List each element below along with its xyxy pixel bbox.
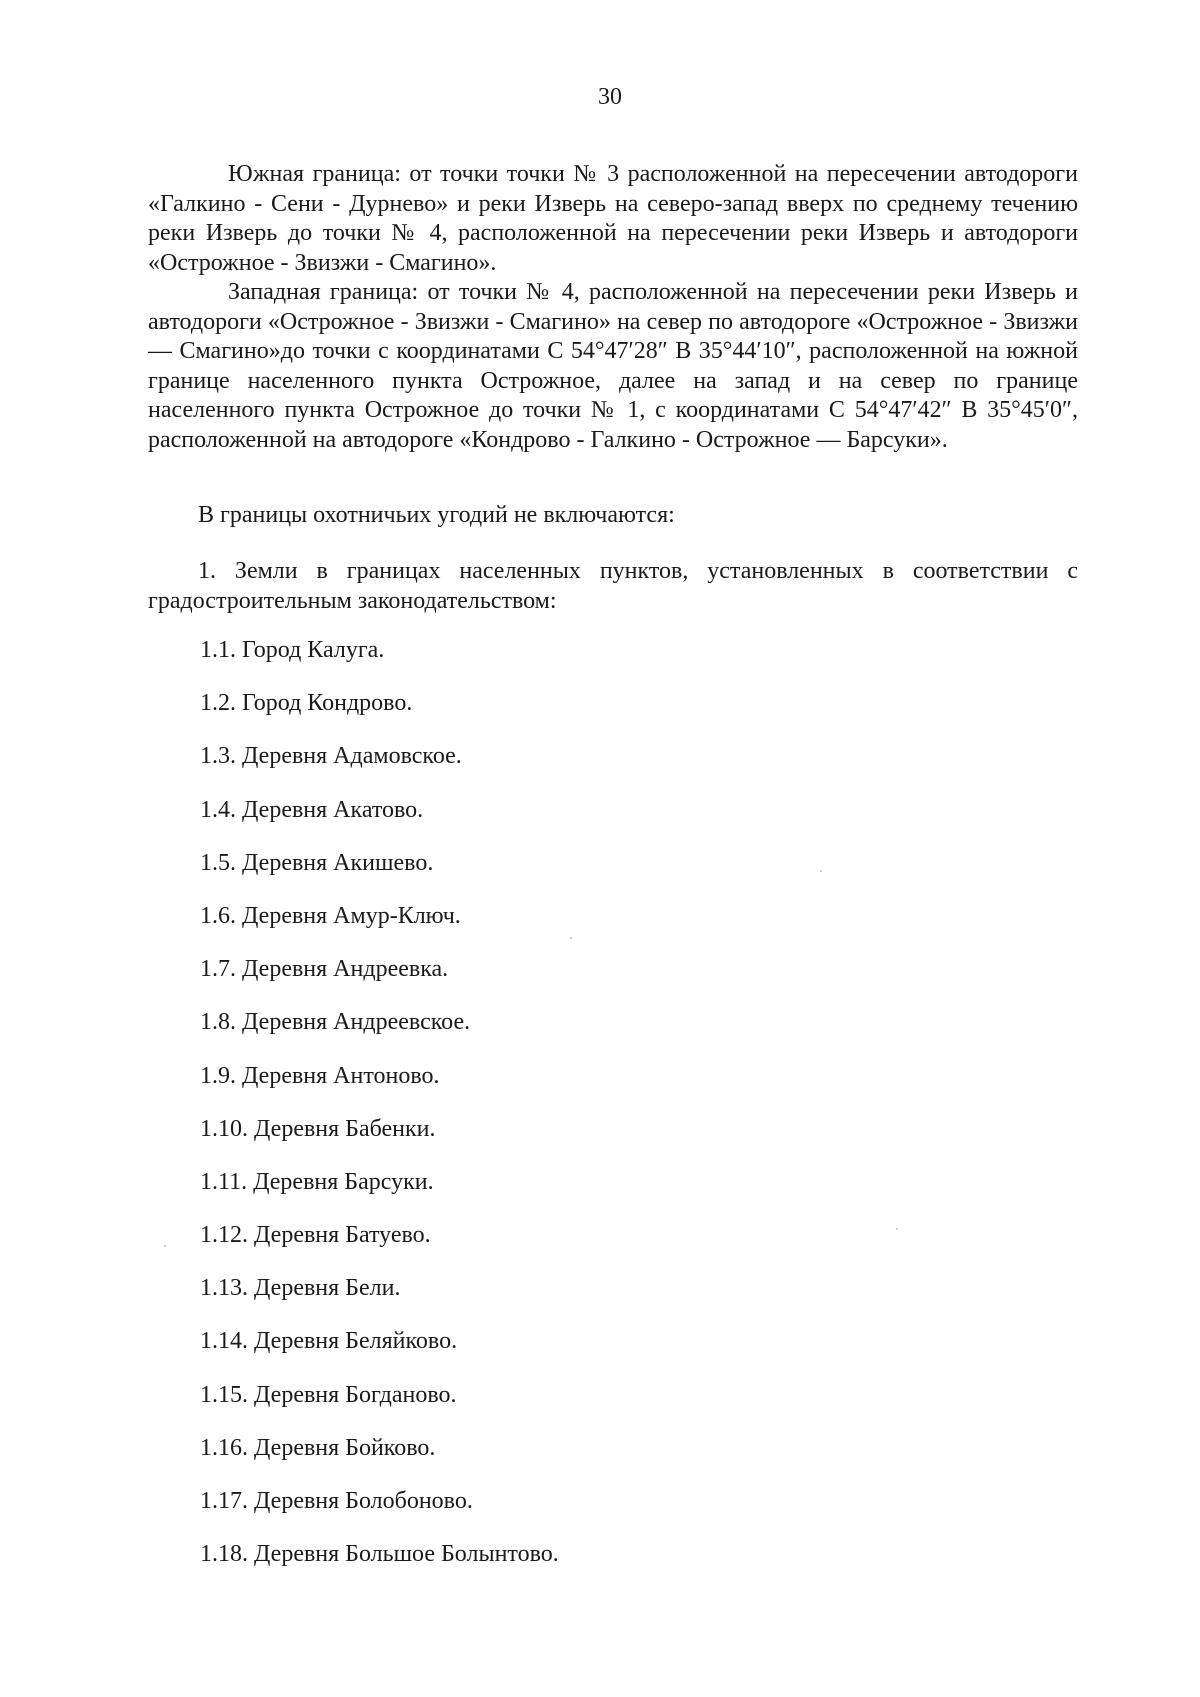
list-item-number: 1.11. (200, 1168, 248, 1195)
list-item (200, 1168, 559, 1221)
list-item-name: Деревня Адамовское. (242, 743, 462, 770)
west-border-section (148, 278, 1078, 455)
list-item-name: Деревня Бели. (254, 1275, 401, 1302)
list-item-name: Деревня Болобоново. (254, 1488, 473, 1514)
south-border-paragraph: Южная граница: от точки точки № 3 расположенной на пересечении автодороги «Галкино - Сени - Дурнево» и реки Изверь на северо-запад вверх по среднему течению реки Изверь до точки № 4, расположенной на пересечении реки Изверь и автодороги «Острожное - Звизжи - Смагино». (148, 161, 1078, 276)
list-item-number: 1.18. (200, 1541, 248, 1568)
list-item (200, 742, 559, 795)
list-item-name: Деревня Антоново. (242, 1062, 440, 1089)
list-item-name: Деревня Амур-Ключ. (242, 902, 461, 929)
list-item-number: 1.1. (200, 637, 236, 663)
list-item-number: 1.6. (200, 902, 236, 929)
scan-speck (570, 937, 572, 939)
list-item (200, 1115, 559, 1168)
settlement-list (200, 636, 559, 1593)
exclusions-intro: В границы охотничьих угодий не включаются: (198, 502, 675, 528)
list-item-name: Деревня Акатово. (242, 796, 424, 823)
west-border-paragraph: Западная граница: от точки № 4, расположенной на пересечении реки Изверь и автодороги «Острожное - Звизжи - Смагино» на север по автодороге «Острожное - Звизжи — Смагино»до точки с координатами С 54°47′28″ В 35°44′10″, расположенной на южной границе населенного пункта Острожное, далее на запад и на север по границе населенного пункта Острожное до точки № 1, с координатами С 54°47′42″ В 35°45′0″, расположенной на автодороге «Кондрово - Галкино - Острожное — Барсуки». (148, 279, 1078, 453)
list-item-number: 1.16. (200, 1434, 248, 1461)
list-item-name: Деревня Богданово. (254, 1381, 457, 1408)
lands-section (148, 557, 1078, 616)
scan-speck (820, 870, 822, 872)
list-item (200, 1381, 559, 1434)
list-item-name: Деревня Акишево. (242, 849, 434, 876)
list-item (200, 689, 559, 742)
list-item-number: 1.10. (200, 1115, 248, 1142)
list-item (200, 1487, 559, 1540)
list-item (200, 1327, 559, 1380)
lands-paragraph: 1. Земли в границах населенных пунктов, установленных в соответствии с градостроительным законодательством: (148, 558, 1078, 614)
list-item-number: 1.12. (200, 1222, 248, 1249)
list-item (200, 902, 559, 955)
list-item (200, 1221, 559, 1274)
list-item-number: 1.7. (200, 956, 236, 983)
page-number: 30 (598, 84, 622, 110)
list-item-number: 1.4. (200, 796, 236, 823)
list-item-name: Деревня Беляйково. (254, 1328, 458, 1355)
south-border-section (148, 160, 1078, 278)
list-item-number: 1.14. (200, 1328, 248, 1355)
list-item (200, 849, 559, 902)
list-item-name: Деревня Бойково. (254, 1434, 436, 1461)
list-item-name: Деревня Андреевка. (242, 956, 449, 983)
exclusions-section (148, 501, 1078, 531)
list-item-name: Деревня Андреевское. (242, 1009, 471, 1036)
list-item (200, 796, 559, 849)
list-item-number: 1.3. (200, 743, 236, 770)
list-item-name: Деревня Бабенки. (254, 1115, 436, 1142)
list-item-number: 1.17. (200, 1488, 248, 1514)
list-item (200, 636, 559, 689)
list-item-number: 1.8. (200, 1009, 236, 1036)
list-item (200, 1274, 559, 1327)
list-item-name: Деревня Батуево. (254, 1222, 431, 1249)
list-item-name: Деревня Большое Болынтово. (254, 1541, 559, 1568)
list-item-name: Город Калуга. (242, 637, 385, 663)
list-item (200, 1062, 559, 1115)
list-item-number: 1.9. (200, 1062, 236, 1089)
list-item (200, 955, 559, 1008)
list-item-number: 1.5. (200, 849, 236, 876)
list-item-number: 1.15. (200, 1381, 248, 1408)
list-item (200, 1008, 559, 1061)
list-item (200, 1434, 559, 1487)
list-item-name: Деревня Барсуки. (253, 1168, 434, 1195)
list-item-name: Город Кондрово. (242, 690, 413, 717)
list-item (200, 1540, 559, 1593)
scan-speck (896, 1228, 898, 1230)
scan-speck (164, 1245, 166, 1247)
list-item-number: 1.2. (200, 690, 236, 717)
list-item-number: 1.13. (200, 1275, 248, 1302)
